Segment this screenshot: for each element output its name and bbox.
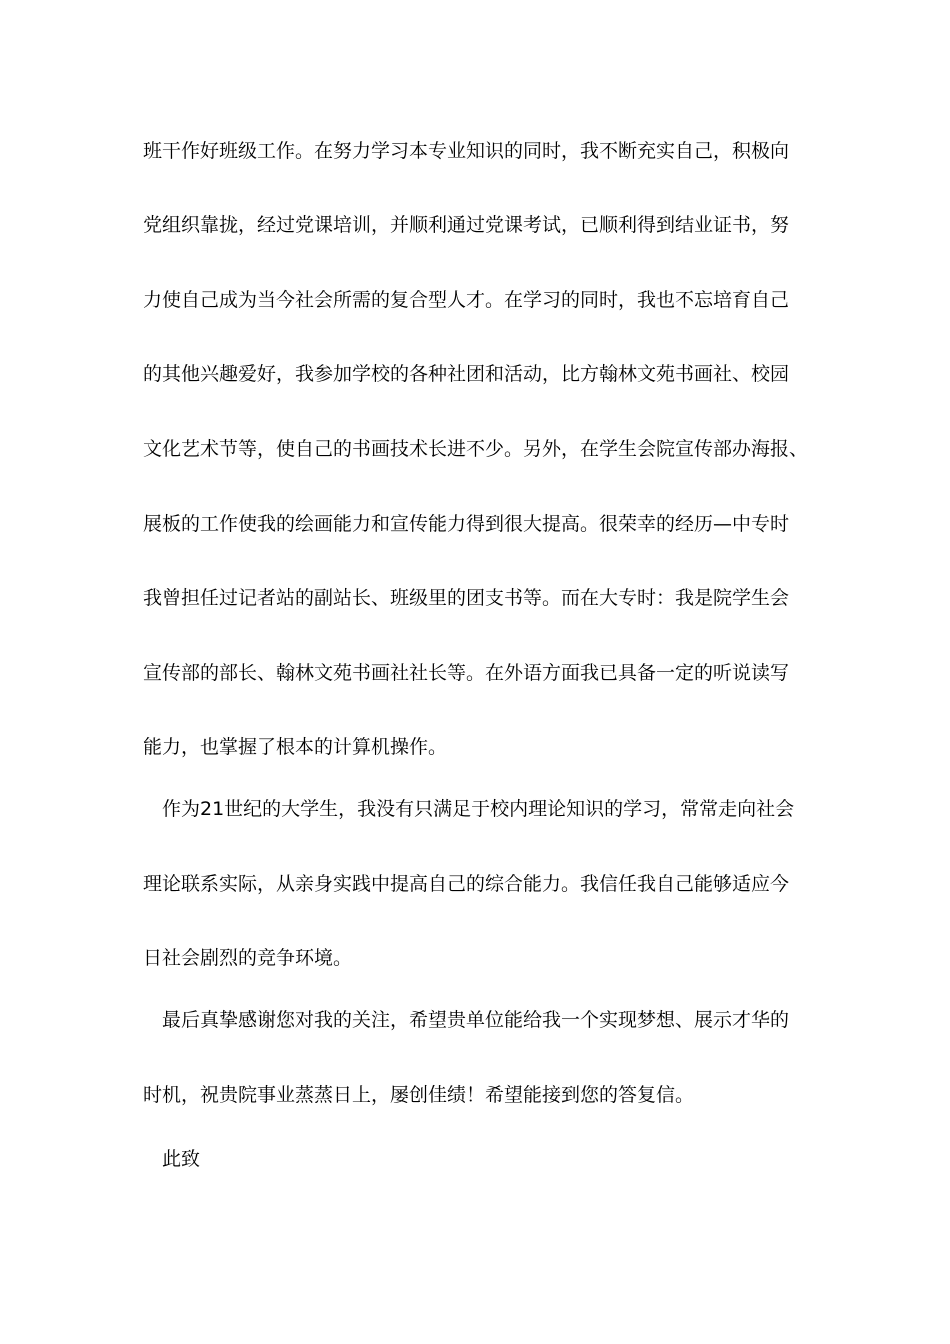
paragraph-first-line: 最后真挚感谢您对我的关注，希望贵单位能给我一个实现梦想、展示才华的 [162, 1009, 790, 1031]
text-line: 展板的工作使我的绘画能力和宣传能力得到很大提高。很荣幸的经历—中专时 [143, 513, 790, 535]
text-line: 理论联系实际，从亲身实践中提高自己的综合能力。我信任我自己能够适应今 [143, 873, 790, 895]
text-line: 能力，也掌握了根本的计算机操作。 [143, 736, 448, 758]
text-line: 文化艺术节等，使自己的书画技术长进不少。另外，在学生会院宣传部办海报、 [143, 438, 809, 460]
text-line: 时机，祝贵院事业蒸蒸日上，屡创佳绩！希望能接到您的答复信。 [143, 1084, 695, 1106]
closing-salutation: 此致 [162, 1148, 201, 1170]
text-line: 日社会剧烈的竞争环境。 [143, 947, 353, 969]
paragraph-first-line: 作为21世纪的大学生，我没有只满足于校内理论知识的学习，常常走向社会 [162, 798, 795, 820]
text-line: 党组织靠拢，经过党课培训，并顺利通过党课考试，已顺利得到结业证书，努 [143, 214, 790, 236]
text-line: 班干作好班级工作。在努力学习本专业知识的同时，我不断充实自己，积极向 [143, 140, 790, 162]
text-line: 宣传部的部长、翰林文苑书画社社长等。在外语方面我已具备一定的听说读写 [143, 662, 790, 684]
text-line: 我曾担任过记者站的副站长、班级里的团支书等。而在大专时：我是院学生会 [143, 587, 790, 609]
text-line: 的其他兴趣爱好，我参加学校的各种社团和活动，比方翰林文苑书画社、校园 [143, 363, 790, 385]
text-line: 力使自己成为当今社会所需的复合型人才。在学习的同时，我也不忘培育自己 [143, 289, 790, 311]
